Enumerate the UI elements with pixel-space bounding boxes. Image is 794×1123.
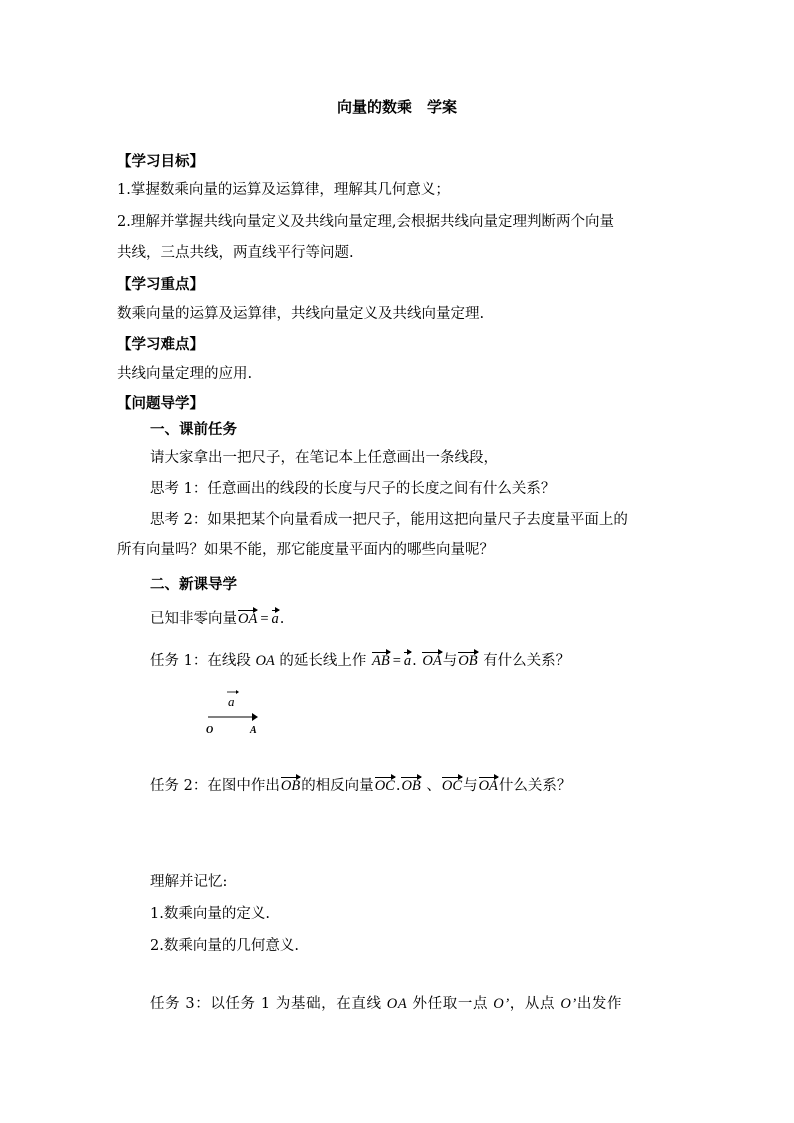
figure-label-a-point: A — [250, 725, 257, 736]
point-o-prime: O’ — [560, 996, 577, 1012]
segment-oa: OA — [255, 653, 275, 669]
part2-heading: 二、新课导学 — [150, 576, 237, 593]
task1-suffix: 有什么关系？ — [483, 653, 571, 669]
vector-oc: OC — [441, 778, 463, 794]
vector-a: a — [271, 611, 279, 627]
goal-2-line-2: 共线，三点共线，两直线平行等问题. — [117, 245, 354, 261]
goals-heading: 【学习目标】 — [117, 153, 204, 170]
task1-prefix: 任务 1：在线段 — [150, 653, 251, 669]
think-2-line-1: 思考 2：如果把某个向量看成一把尺子，能用这把向量尺子去度量平面上的 — [150, 512, 628, 528]
task2-prefix: 任务 2：在图中作出 — [150, 778, 280, 794]
vector-oa: OA — [422, 653, 442, 669]
difficulty-text: 共线向量定理的应用. — [117, 366, 253, 382]
vector-arrowhead — [252, 713, 258, 721]
vector-a: a — [403, 653, 412, 669]
page-title: 向量的数乘 学案 — [336, 98, 457, 116]
equals-sign: = — [260, 611, 269, 627]
part1-line-1: 请大家拿出一把尺子，在笔记本上任意画出一条线段， — [150, 450, 498, 466]
known-vector-line — [150, 609, 284, 629]
vector-ob: OB — [458, 653, 478, 669]
vector-oc: OC — [374, 778, 395, 794]
definition-1: 1.数乘向量的定义. — [150, 906, 270, 922]
key-heading: 【学习重点】 — [117, 276, 204, 293]
vector-oa: OA — [478, 778, 498, 794]
key-text: 数乘向量的运算及运算律，共线向量定义及共线向量定理. — [117, 306, 485, 322]
and-text: 与 — [442, 653, 458, 669]
task3-mid: 外任取一点 — [412, 996, 489, 1012]
vector-ob: OB — [401, 778, 421, 794]
task2-mid: 的相反向量 — [301, 778, 374, 794]
think-1: 思考 1：任意画出的线段的长度与尺子的长度之间有什么关系？ — [150, 481, 556, 497]
vector-oa: OA — [238, 611, 258, 627]
task1-mid: 的延长线上作 — [279, 653, 367, 669]
task3-suffix: 出发作 — [576, 996, 623, 1012]
task2-suffix: 什么关系？ — [498, 778, 572, 794]
difficulty-heading: 【学习难点】 — [117, 336, 204, 353]
think-2-line-2: 所有向量吗？如果不能，那它能度量平面内的哪些向量呢？ — [117, 542, 494, 558]
understand-line: 理解并记忆: — [150, 874, 228, 890]
task-3 — [150, 994, 622, 1014]
vector-figure — [196, 684, 276, 740]
goal-2-line-1: 2.理解并掌握共线向量定义及共线向量定理,会根据共线向量定理判断两个向量 — [117, 214, 614, 230]
vector-ob: OB — [280, 778, 301, 794]
task-2 — [150, 776, 571, 796]
definition-2: 2.数乘向量的几何意义. — [150, 938, 299, 954]
goal-1: 1.掌握数乘向量的运算及运算律，理解其几何意义； — [117, 182, 450, 198]
task3-from: ，从点 — [509, 996, 556, 1012]
period: . — [279, 611, 285, 627]
figure-label-o: O — [206, 725, 214, 736]
task3-prefix: 任务 3：以任务 1 为基础，在直线 — [150, 996, 382, 1012]
point-o-prime: O’ — [493, 996, 510, 1012]
equals-sign: = — [392, 653, 401, 669]
figure-label-a-arrowhead — [236, 690, 239, 694]
part1-heading: 一、课前任务 — [150, 421, 237, 438]
figure-label-a: a — [228, 694, 235, 709]
vector-ab: AB — [372, 653, 390, 669]
line-oa: OA — [386, 996, 408, 1012]
task-1 — [150, 651, 570, 671]
period: . — [412, 653, 417, 669]
period: . — [395, 778, 401, 794]
known-prefix: 已知非零向量 — [150, 611, 237, 627]
guide-heading: 【问题导学】 — [117, 395, 204, 412]
and-text: 与 — [463, 778, 478, 794]
separator: 、 — [426, 778, 441, 794]
